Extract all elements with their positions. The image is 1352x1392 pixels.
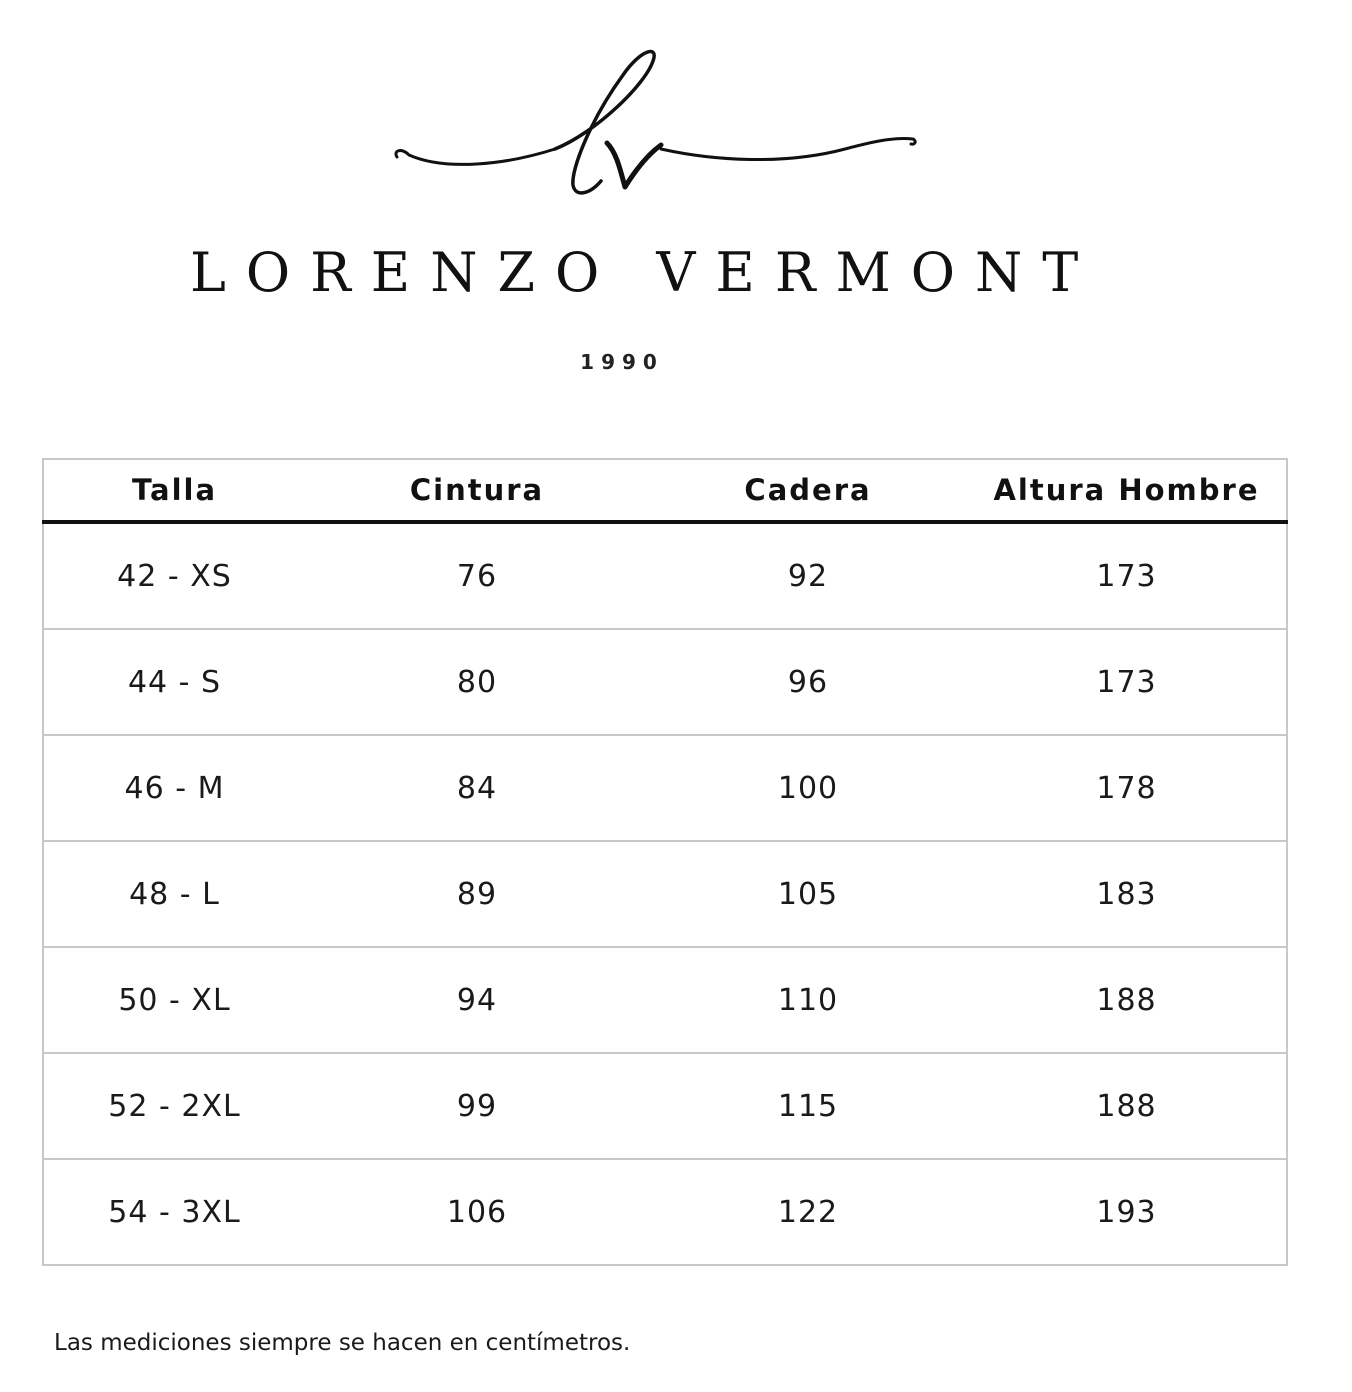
cell-cadera: 110: [649, 947, 967, 1053]
cell-altura: 188: [967, 1053, 1287, 1159]
cell-altura: 173: [967, 522, 1287, 629]
size-chart-table: [42, 458, 1288, 1266]
table-row: [43, 947, 1287, 1053]
table-row: [43, 841, 1287, 947]
cell-altura: 193: [1096, 1194, 1157, 1230]
cell-altura: 178: [967, 735, 1287, 841]
cell-talla: 46 - M: [43, 735, 305, 841]
cell-altura: 188: [967, 947, 1287, 1053]
cell-cadera: 100: [649, 735, 967, 841]
table-row: [43, 735, 1287, 841]
table-row: [43, 1053, 1287, 1159]
cell-cadera: 115: [649, 1053, 967, 1159]
table-row: [43, 629, 1287, 735]
cell-altura: 173: [967, 629, 1287, 735]
cell-cintura: 84: [305, 735, 649, 841]
header-talla: Talla: [43, 459, 305, 522]
cell-talla: 44 - S: [43, 629, 305, 735]
cell-cadera: 105: [649, 841, 967, 947]
cell-cintura: 89: [305, 841, 649, 947]
header-cintura: Cintura: [305, 459, 649, 522]
cell-cintura: 76: [305, 522, 649, 629]
cell-talla: 50 - XL: [43, 947, 305, 1053]
table-row: [43, 1159, 1287, 1265]
brand-monogram-logo: [385, 45, 920, 200]
cell-cadera: 122: [777, 1194, 839, 1230]
measurement-footnote: Las mediciones siempre se hacen en centímetros.: [54, 1330, 631, 1356]
cell-cadera: 96: [649, 629, 967, 735]
cell-talla: 42 - XS: [43, 522, 305, 629]
table-row: [43, 522, 1287, 629]
cell-cintura: 106: [446, 1194, 508, 1230]
header-cadera: Cadera: [649, 459, 967, 522]
cell-talla: 54 - 3XL: [108, 1194, 241, 1230]
cell-altura: 183: [967, 841, 1287, 947]
cell-cadera: 92: [649, 522, 967, 629]
table-header-row: [43, 459, 1287, 522]
cell-cintura: 99: [305, 1053, 649, 1159]
header-altura-hombre: Altura Hombre: [967, 459, 1287, 522]
cell-talla: 48 - L: [43, 841, 305, 947]
cell-cintura: 94: [305, 947, 649, 1053]
cell-talla: 52 - 2XL: [43, 1053, 305, 1159]
brand-name: LORENZO VERMONT: [190, 241, 1099, 304]
brand-year: 1990: [580, 350, 664, 374]
cell-cintura: 80: [305, 629, 649, 735]
